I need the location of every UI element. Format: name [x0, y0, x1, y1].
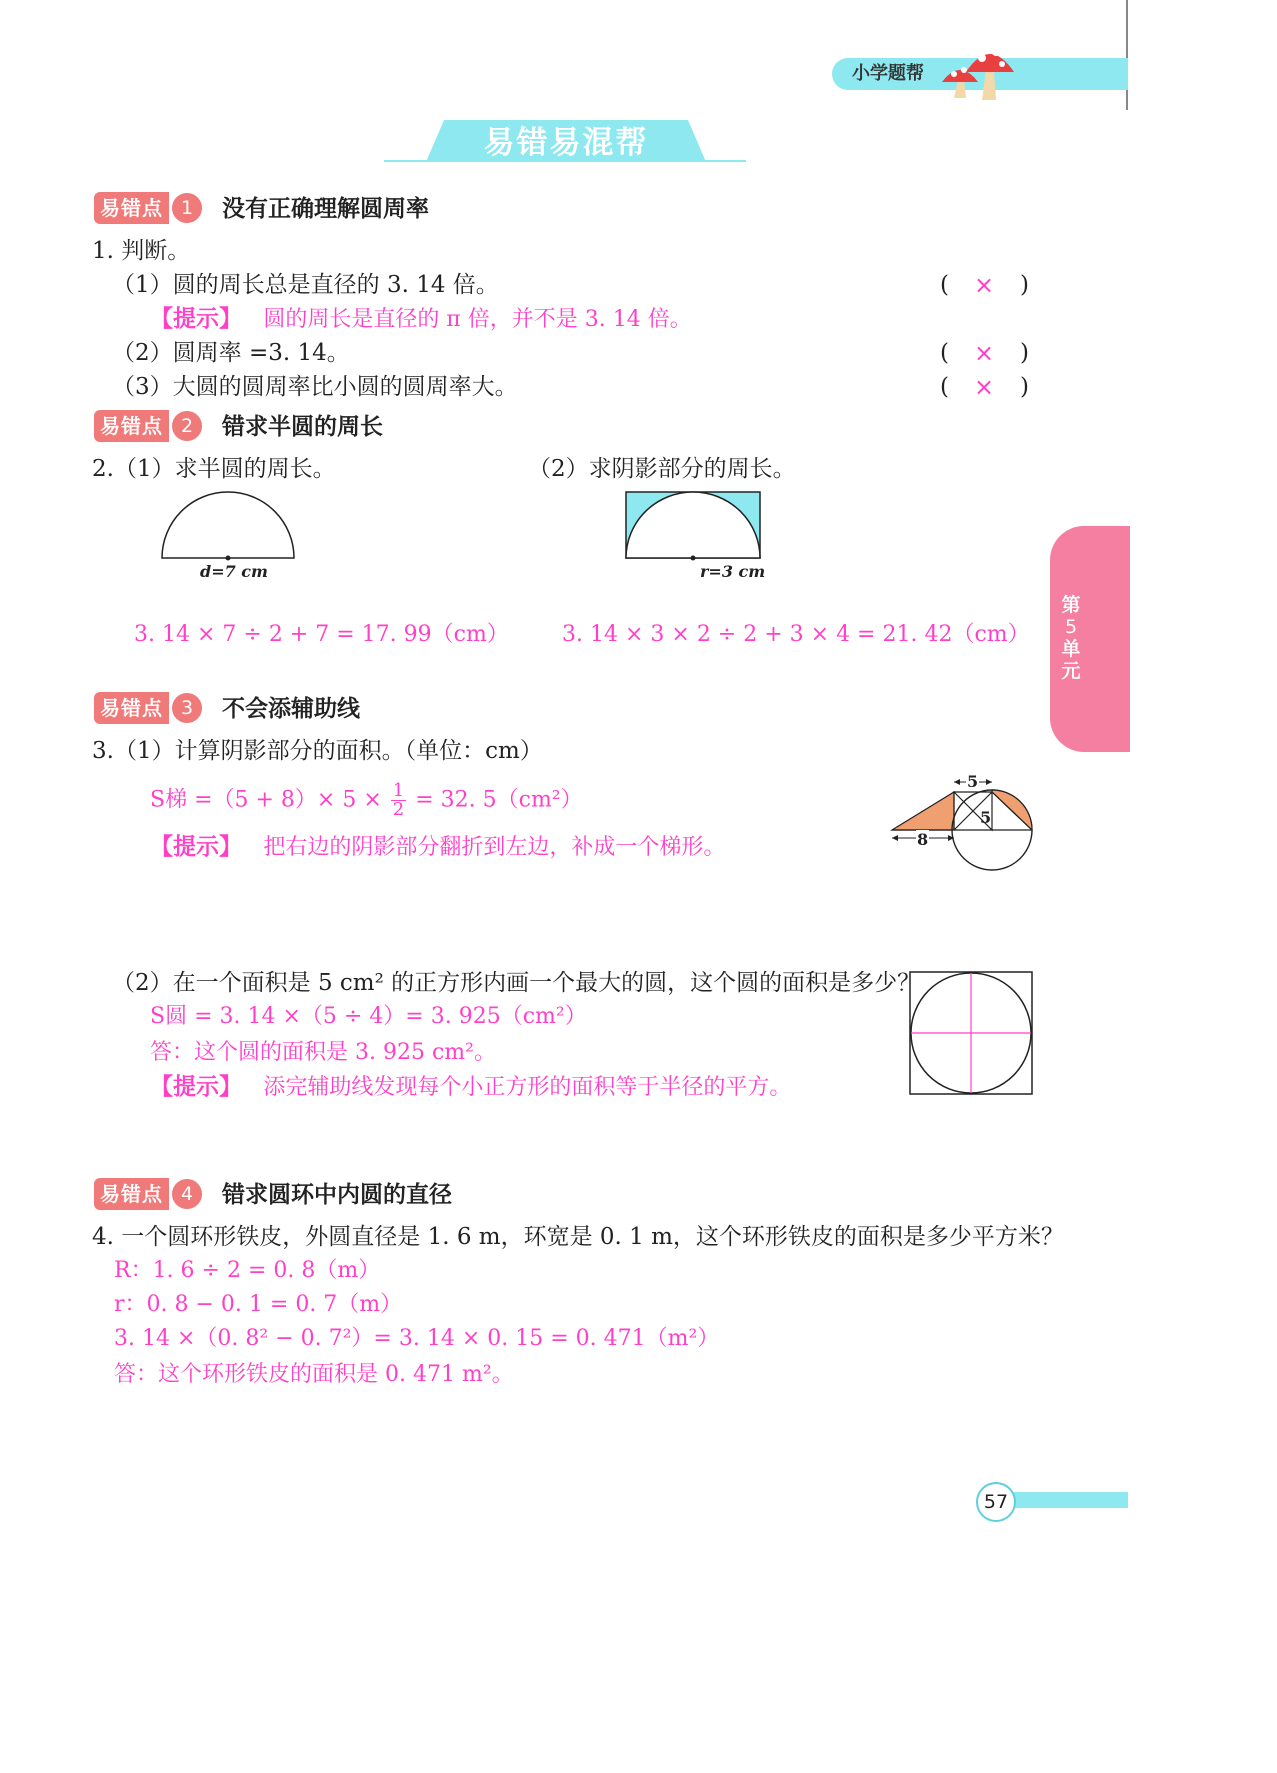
q4-stem: 4. 一个圆环形铁皮，外圆直径是 1. 6 m，环宽是 0. 1 m，这个环形铁皮的面积是多少平方米？ [92, 1224, 1064, 1250]
paren-open: ( [940, 374, 949, 400]
q3-hint1 [150, 832, 725, 863]
error-point-title-4: 错求圆环中内圆的直径 [222, 1182, 452, 1208]
q4-line-1: R：1. 6 ÷ 2 = 0. 8（m） [114, 1258, 381, 1283]
semicircle-figure [150, 488, 310, 568]
badge-label: 易错点 [94, 692, 169, 724]
q2-part1: 2.（1）求半圆的周长。 [92, 456, 336, 482]
side-tab-char: 第 [1061, 594, 1081, 616]
fraction-num: 1 [392, 780, 405, 801]
hint-label: 【提示】 [150, 834, 242, 860]
q1-answer-2 [940, 338, 1032, 368]
figure-label-mid: 5 [980, 808, 992, 827]
unit-side-tab-label [1056, 594, 1086, 682]
answer-prefix: S梯 =（5 + 8）× 5 × [150, 787, 389, 813]
side-tab-char: 单 [1061, 638, 1081, 660]
footer-bar [1010, 1492, 1128, 1508]
q1-item-1: （1）圆的周长总是直径的 3. 14 倍。 [112, 272, 499, 298]
q2-part2: （2）求阴影部分的周长。 [528, 456, 796, 482]
cross-mark: × [974, 271, 995, 299]
badge-number: 4 [171, 1178, 203, 1210]
paren-open: ( [940, 340, 949, 366]
q3-hint2 [150, 1072, 791, 1103]
badge-label: 易错点 [94, 410, 169, 442]
q1-item-3: （3）大圆的圆周率比小圆的圆周率大。 [112, 374, 518, 400]
figure-label-top: 5 [967, 772, 979, 791]
side-tab-char: 5 [1064, 616, 1078, 638]
paren-close: ) [1020, 340, 1029, 366]
paren-close: ) [1020, 272, 1029, 298]
cross-mark: × [974, 339, 995, 367]
rect-semicircle-label: r=3 cm [700, 562, 766, 581]
error-point-title-2: 错求半圆的周长 [222, 414, 383, 440]
shaded-rect-semicircle-figure [624, 490, 764, 564]
fraction-den: 2 [392, 799, 405, 820]
q1-answer-3 [940, 372, 1032, 402]
q3-answer2-line2: 答：这个圆的面积是 3. 925 cm²。 [150, 1040, 496, 1065]
badge-label: 易错点 [94, 1178, 169, 1210]
side-tab-char: 元 [1061, 660, 1081, 682]
page-edge-line [1126, 0, 1128, 110]
hint-text: 圆的周长是直径的 π 倍，并不是 3. 14 倍。 [263, 307, 692, 332]
badge-label: 易错点 [94, 192, 169, 224]
error-point-badge-2 [94, 410, 203, 442]
fraction [391, 782, 406, 819]
trapezoid-circle-figure [884, 772, 1044, 876]
figure-label-left: 8 [917, 830, 929, 849]
paren-close: ) [1020, 374, 1029, 400]
q1-answer-1 [940, 270, 1032, 300]
q3-answer1 [150, 782, 583, 822]
q2-answer2: 3. 14 × 3 × 2 ÷ 2 + 3 × 4 = 21. 42（cm） [562, 622, 1030, 647]
q1-stem: 1. 判断。 [92, 238, 191, 264]
q1-hint [150, 304, 692, 335]
error-point-badge-3 [94, 692, 203, 724]
q4-line-2: r：0. 8 − 0. 1 = 0. 7（m） [114, 1292, 403, 1317]
header-brand: 小学题帮 [852, 63, 924, 84]
square-circle-figure [908, 970, 1036, 1096]
hint-text: 添完辅助线发现每个小正方形的面积等于半径的平方。 [263, 1075, 792, 1100]
error-point-badge-4 [94, 1178, 203, 1210]
q3-part2: （2）在一个面积是 5 cm² 的正方形内画一个最大的圆，这个圆的面积是多少？ [112, 970, 921, 996]
cross-mark: × [974, 373, 995, 401]
q1-item-2: （2）圆周率 =3. 14。 [112, 340, 350, 366]
q4-line-3: 3. 14 ×（0. 8² − 0. 7²）= 3. 14 × 0. 15 = 0. 471（m²） [114, 1326, 720, 1351]
error-point-badge-1 [94, 192, 203, 224]
section-title: 易错易混帮 [483, 125, 649, 161]
q3-answer2-line1: S圆 = 3. 14 ×（5 ÷ 4）= 3. 925（cm²） [150, 1004, 587, 1029]
badge-number: 3 [171, 692, 203, 724]
error-point-title-3: 不会添辅助线 [222, 696, 360, 722]
q2-answer1: 3. 14 × 7 ÷ 2 + 7 = 17. 99（cm） [134, 622, 509, 647]
page-number: 57 [976, 1482, 1016, 1522]
mushroom-logo [936, 40, 1016, 102]
q3-part1: 3.（1）计算阴影部分的面积。（单位：cm） [92, 738, 543, 764]
answer-suffix: = 32. 5（cm²） [408, 787, 583, 813]
hint-label: 【提示】 [150, 306, 242, 332]
badge-number: 2 [171, 410, 203, 442]
semicircle-label: d=7 cm [200, 562, 268, 581]
badge-number: 1 [171, 192, 203, 224]
hint-text: 把右边的阴影部分翻折到左边，补成一个梯形。 [263, 835, 726, 860]
paren-open: ( [940, 272, 949, 298]
q4-line-4: 答：这个环形铁皮的面积是 0. 471 m²。 [114, 1362, 514, 1387]
error-point-title-1: 没有正确理解圆周率 [222, 196, 429, 222]
hint-label: 【提示】 [150, 1074, 242, 1100]
